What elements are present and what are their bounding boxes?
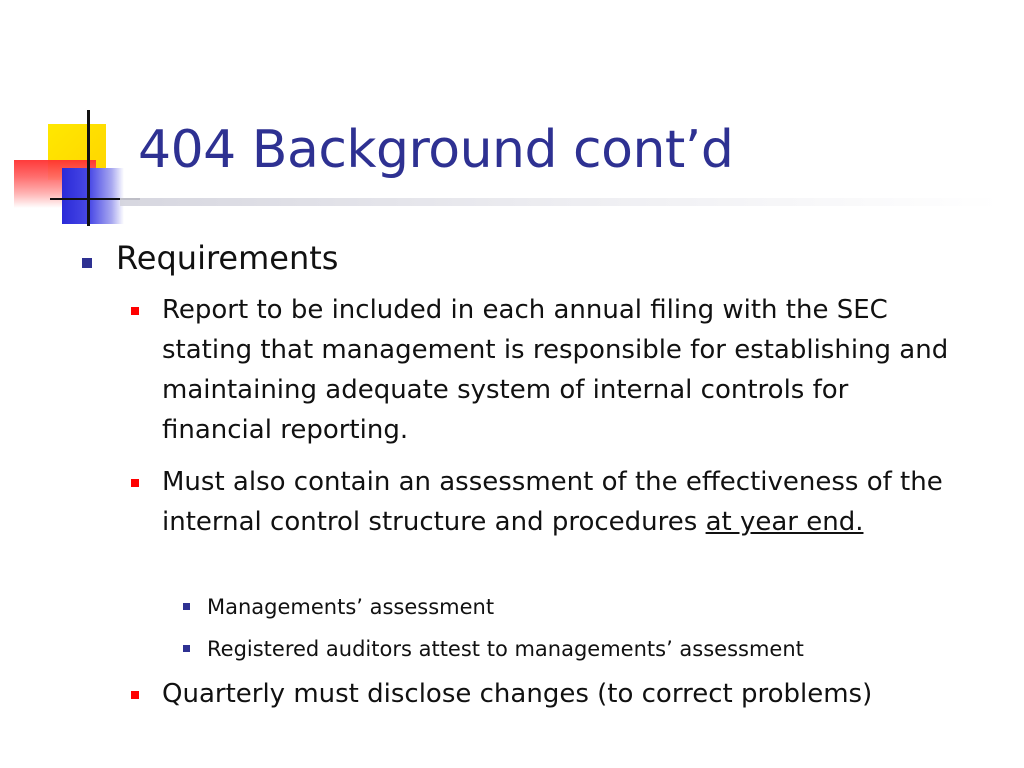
bullet-square-icon [131,691,139,699]
bullet-square-icon [183,603,190,610]
bullet-quarterly: Quarterly must disclose changes (to correct problems) [162,679,873,709]
bullet-requirements: Requirements [116,239,339,277]
bullet-square-icon [131,479,139,487]
bullet-square-icon [131,307,139,315]
slide-title: 404 Background cont’d [138,120,734,180]
assessment-underlined-text: at year end. [705,507,864,537]
assessment-text: Must also contain an assessment of the effectiveness of the internal control structure and procedures [162,467,943,537]
bullet-square-icon [183,645,190,652]
bullet-assessment [162,462,1002,542]
bullet-report: Report to be included in each annual filing with the SEC stating that management is responsible for establishing and maintaining adequate system of internal controls for financial reporting. [162,295,949,445]
bullet-square-icon [82,258,92,268]
bullet-managements-assessment: Managements’ assessment [207,595,495,619]
bullet-registered-auditors: Registered auditors attest to managements’ assessment [207,637,804,661]
